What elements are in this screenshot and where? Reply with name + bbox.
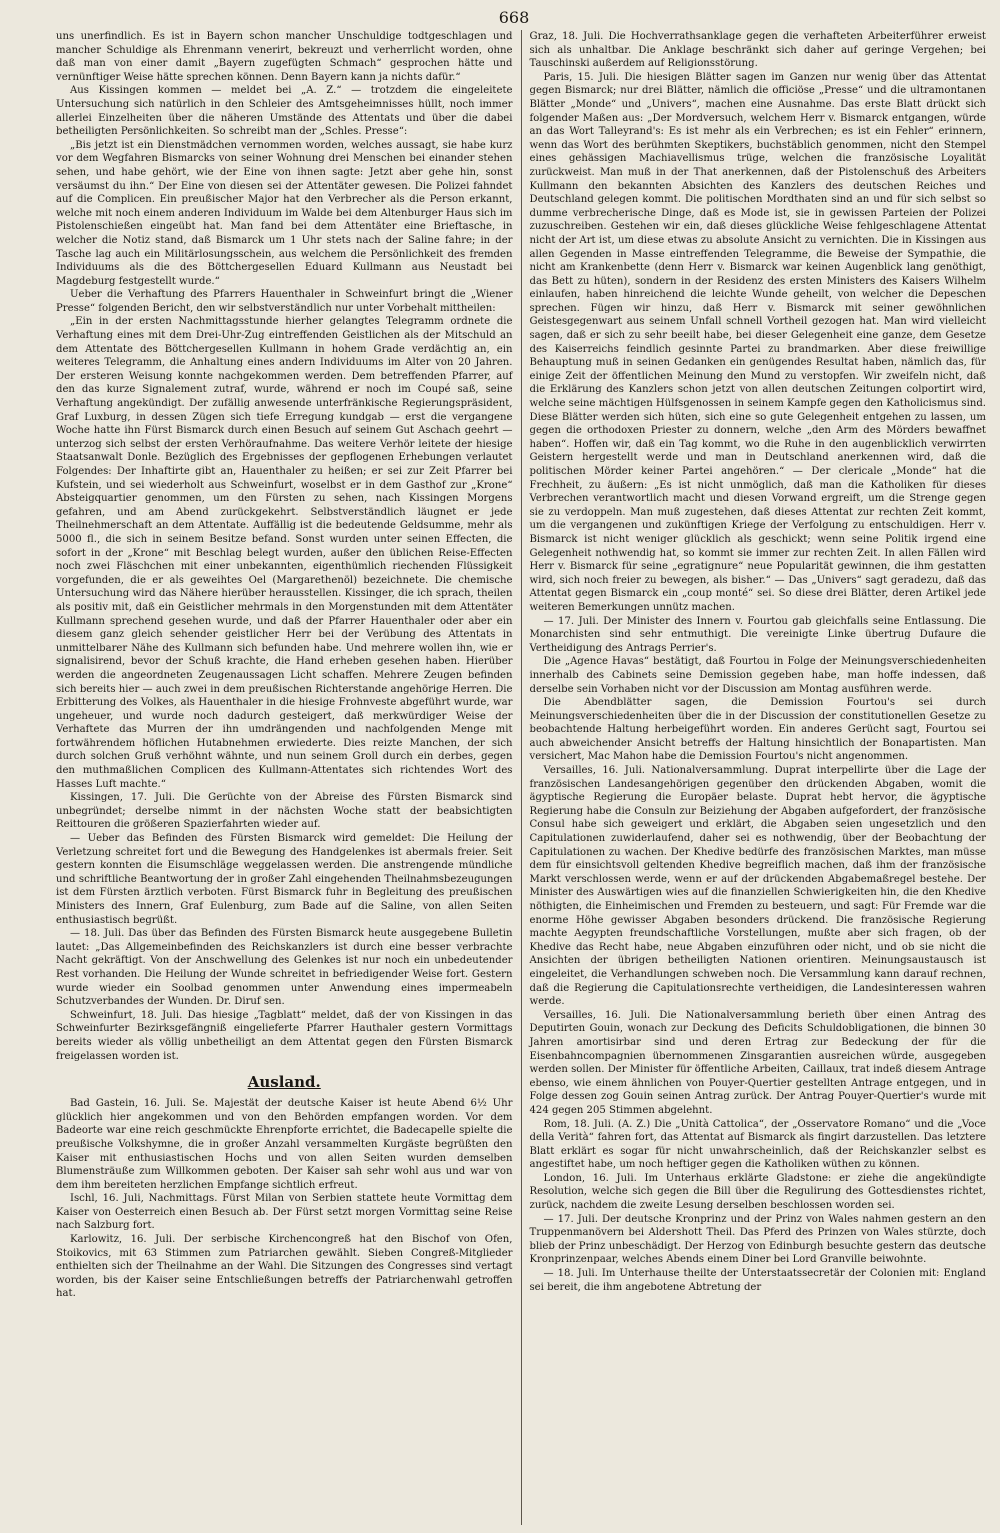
article-paragraph: Ueber die Verhaftung des Pfarrers Hauenthaler in Schweinfurt bringt die „Wiener Presse“ folgenden Bericht, den wir selbstverständlich nur unter Vorbehalt mittheilen:: [56, 289, 513, 314]
article-paragraph: Ischl, 16. Juli, Nachmittags. Fürst Milan von Serbien stattete heute Vormittag dem Kaiser von Oesterreich einen Besuch ab. Der Fürst setzt morgen Vormittag seine Reise nach Salzburg fort.: [56, 1193, 513, 1232]
article-paragraph: Bad Gastein, 16. Juli. Se. Majestät der deutsche Kaiser ist heute Abend 6½ Uhr glücklich hier angekommen und von den Behörden empfangen worden. Vor dem Badeorte war eine reich geschmückte Ehrenpforte errichtet, die Badecapelle spielte die preußische Volkshymne, die in großer Anzahl versammelten Kurgäste begrüßten den Kaiser mit enthusiastischen Hochs und von allen Seiten wurden demselben Blumensträuße zum Willkommen geboten. Der Kaiser sah sehr wohl aus und war von dem ihm bereiteten herzlichen Empfange sichtlich erfreut.: [56, 1098, 513, 1191]
article-paragraph: — 17. Juli. Der Minister des Innern v. Fourtou gab gleichfalls seine Entlassung. Die Monarchisten sind sehr entmuthigt. Die vereinigte Linke übertrug Dufaure die Vertheidigung des Antrags Perrier's.: [529, 615, 986, 654]
section-heading-ausland: Ausland.: [247, 1073, 321, 1092]
article-paragraph: — Ueber das Befinden des Fürsten Bismarck wird gemeldet: Die Heilung der Verletzung schreitet fort und die Bewegung des Handgelenkes ist abermals freier. Seit gestern konnten die Eisumschläge weggelassen werden. Die anstrengende mündliche und schriftliche Beantwortung der in großer Zahl eingehenden Theilnahmsbezeugungen ist dem Fürsten ärztlich verboten. Fürst Bismarck fuhr in Begleitung des preußischen Ministers des Innern, Graf Eulenburg, zum Bade auf die Saline, von allen Seiten enthusiastisch begrüßt.: [56, 833, 513, 926]
article-paragraph: Rom, 18. Juli. (A. Z.) Die „Unità Cattolica“, der „Osservatore Romano“ und die „Voce della Verità“ fahren fort, das Attentat auf Bismarck als fingirt darzustellen. Das letztere Blatt erklärt es sogar für nicht unwahrscheinlich, daß der Reichskanzler selbst es angestiftet habe, um noch heftiger gegen die Katholiken wüthen zu können.: [529, 1118, 986, 1171]
article-paragraph: London, 16. Juli. Im Unterhaus erklärte Gladstone: er ziehe die angekündigte Resolution, welche sich gegen die Bill über die Regulirung des Gottesdienstes richtet, zurück, nachdem die zweite Lesung derselben beschlossen worden sei.: [529, 1172, 986, 1212]
article-paragraph: — 18. Juli. Im Unterhause theilte der Unterstaatssecretär der Colonien mit: England sei bereit, die ihm angebotene Abtretung der: [529, 1268, 986, 1293]
page-number: 668: [498, 8, 530, 27]
article-paragraph: Die Abendblätter sagen, die Demission Fourtou's sei durch Meinungsverschiedenheiten über die in der Discussion der constitutionellen Gesetze zu beobachtende Haltung herbeigeführt worden. Ein anderes Gerücht sagt, Fourtou sei auch abweichender Ansicht betreffs der Haltung hinsichtlich der Bonapartisten. Man versichert, Mac Mahon habe die Demission Fourtou's nicht angenommen.: [529, 697, 986, 763]
article-paragraph: Die „Agence Havas“ bestätigt, daß Fourtou in Folge der Meinungsverschiedenheiten innerhalb des Cabinets seine Demission gegeben habe, man hoffe indessen, daß derselbe sein Vorhaben nicht vor der Discussion am Montag ausführen werde.: [529, 656, 986, 695]
left-column: [56, 30, 521, 1525]
article-paragraph: Aus Kissingen kommen — meldet bei „A. Z.“ — trotzdem die eingeleitete Untersuchung sich natürlich in den Schleier des Amtsgeheimnisses hüllt, noch immer allerlei Einzelheiten über die näheren Umstände des Attentats und über die dabei betheiligten Persönlichkeiten. So schreibt man der „Schles. Presse“:: [56, 85, 513, 138]
columns: [56, 30, 986, 1525]
article-paragraph: — 18. Juli. Das über das Befinden des Fürsten Bismarck heute ausgegebene Bulletin lautet: „Das Allgemeinbefinden des Reichskanzlers ist durch eine besser verbrachte Nacht gekräftigt. Von der Anschwellung des Gelenkes ist nur noch ein unbedeutender Rest vorhanden. Die Heilung der Wunde schreitet in befriedigender Weise fort. Gestern wurde wieder ein Soolbad genommen unter Anwendung eines impermeabeln Schutzverbandes der Wunden. Dr. Diruf sen.: [56, 928, 513, 1008]
article-paragraph: „Ein in der ersten Nachmittagsstunde hierher gelangtes Telegramm ordnete die Verhaftung eines mit dem Drei-Uhr-Zug eintreffenden Geistlichen als der Mitschuld an dem Attentate des Böttchergesellen Kullmann in hohem Grade verdächtig an, ein weiteres Telegramm, die Anhaltung eines andern Individuums im Alter von 20 Jahren. Der ersteren Weisung konnte nachgekommen werden. Dem betreffenden Pfarrer, auf den das kurze Signalement zutraf, wurde, während er noch im Coupé saß, seine Verhaftung angekündigt. Der zufällig anwesende unterfränkische Regierungspräsident, Graf Luxburg, in dessen Zügen sich tiefe Erregung kundgab — erst die vergangene Woche hatte ihn Fürst Bismarck durch einen Besuch auf seinem Gut Aschach geehrt — unterzog sich selbst der ersten Verhöraufnahme. Das weitere Verhör leitete der hiesige Staatsanwalt Donle. Bezüglich des Ergebnisses der gepflogenen Erhebungen verlautet Folgendes: Der Inhaftirte gibt an, Hauenthaler zu heißen; er sei zur Zeit Pfarrer bei Kufstein, und sei wiederholt aus Schweinfurt, woselbst er in dem Gasthof zur „Krone“ Absteigquartier genommen, um den Fürsten zu sehen, nach Kissingen Morgens gefahren, und am Abend zurückgekehrt. Selbstverständlich läugnet er jede Theilnehmerschaft an dem Attentate. Auffällig ist die bedeutende Geldsumme, mehr als 5000 fl., die sich in seinem Besitze befand. Sonst wurden unter seinen Effecten, die sofort in der „Krone“ mit Beschlag belegt wurden, außer den üblichen Reise-Effecten noch zwei Fläschchen mit einer unbekannten, eigenthümlich riechenden Flüssigkeit vorgefunden, die er als geweihtes Oel (Margarethenöl) bezeichnete. Die chemische Untersuchung wird das Nähere hierüber herausstellen. Kissinger, die ich sprach, theilen als positiv mit, daß ein Geistlicher mehrmals in den Morgenstunden mit dem Attentäter Kullmann sprechend gesehen wurde, und daß der Pfarrer Hauenthaler oder aber ein diesem ganz gleich sehender geistlicher Herr bei der Verübung des Attentats in unmittelbarer Nähe des Kullmann sich befunden habe. Und mehrere wollen ihn, wie er signalisirend, bevor der Schuß krachte, die Hand erheben gesehen haben. Hierüber werden die angeordneten Zeugenaussagen Licht schaffen. Mehrere Zeugen befinden sich bereits hier — auch zwei in dem preußischen Richterstande angehörige Herren. Die Erbitterung des Volkes, als Hauenthaler in die hiesige Frohnveste abgeführt wurde, war ungeheuer, und wurde noch dadurch gesteigert, daß merkwürdiger Weise der Verhaftete das Murren der ihn umdrängenden und nachfolgenden Menge mit fortwährendem höflichen Hutabnehmen erwiederte. Dies reizte Manchen, der sich durch solchen Gruß verhöhnt wähnte, und nun seinem Groll durch ein derbes, gegen den muthmaßlichen Complicen des Kullmann-Attentates sich richtendes Wort des Hasses Luft machte.“: [56, 316, 513, 790]
article-paragraph: Versailles, 16. Juli. Nationalversammlung. Duprat interpellirte über die Lage der französischen Landesangehörigen gegenüber den drückenden Abgaben, womit die ägyptische Regierung die Europäer belaste. Duprat hebt hervor, die ägyptische Regierung habe die Consuln zur Beiziehung der Abgaben aufgefordert, der französische Consul habe sich geweigert und erklärt, die Abgaben seien ungesetzlich und den Capitulationen zuwiderlaufend, daher sei es nothwendig, über der Beobachtung der Capitulationen zu wachen. Der Khedive bedürfe des französischen Marktes, man müsse dem für einsichtsvoll geltenden Khedive begreiflich machen, daß ihm der französische Markt verschlossen werde, wenn er auf der drückenden Abgabemaßregel bestehe. Der Minister des Auswärtigen wies auf die finanziellen Schwierigkeiten hin, die den Khedive nöthigten, die Einheimischen und Fremden zu besteuern, und sagt: Für Fremde war die enorme Höhe gewisser Abgaben besonders drückend. Die französische Regierung machte Aegypten freundschaftliche Vorstellungen, mußte aber sich fragen, ob der Khedive das Recht habe, neue Abgaben einzuführen oder nicht, und ob sie nicht die Ansichten der übrigen betheiligten Nationen orientiren. Meinungsaustausch ist eingeleitet, die Verhandlungen schweben noch. Die Versammlung kann darauf rechnen, daß die Regierung die Capitulationsrechte vertheidigen, die Landesinteressen wahren werde.: [529, 765, 986, 1008]
article-paragraph: — 17. Juli. Der deutsche Kronprinz und der Prinz von Wales nahmen gestern an den Truppenmanövern bei Aldershott Theil. Das Pferd des Prinzen von Wales stürzte, doch blieb der Prinz unbeschädigt. Der Herzog von Edinburgh besuchte gestern das deutsche Kronprinzenpaar, welches Abends einem Diner bei Lord Granville beiwohnte.: [529, 1213, 986, 1266]
right-column: [521, 30, 987, 1525]
article-paragraph: Versailles, 16. Juli. Die Nationalversammlung berieth über einen Antrag des Deputirten Gouin, wonach zur Deckung des Deficits Schuldobligationen, die binnen 30 Jahren amortisirbar sind und deren Ertrag zur Bedeckung der für die Eisenbahncompagnien übernommenen Zinsgarantien ausreichen würde, ausgegeben werden sollen. Der Minister für öffentliche Arbeiten, Caillaux, trat indeß diesem Antrage ebenso, wie einem ähnlichen von Pouyer-Quertier gestellten Antrage entgegen, und in Folge dessen zog Gouin seinen Antrag zurück. Der Antrag Pouyer-Quertier's wurde mit 424 gegen 205 Stimmen abgelehnt.: [529, 1009, 986, 1116]
article-paragraph: „Bis jetzt ist ein Dienstmädchen vernommen worden, welches aussagt, sie habe kurz vor dem Wegfahren Bismarcks von seiner Wohnung drei Menschen bei einander stehen sehen, und habe gehört, wie der Eine von ihnen sagte: Jetzt aber gehe hin, sonst versäumst du ihn.“ Der Eine von diesen sei der Attentäter gewesen. Die Polizei fahndet auf die Complicen. Ein preußischer Major hat den Verbrecher als die Person erkannt, welche mit noch einem anderen Individuum im Walde bei dem Altenburger Haus sich im Pistolenschießen eingeübt hat. Man fand bei dem Attentäter eine Brieftasche, in welcher die Notiz stand, daß Bismarck um 1 Uhr stets nach der Saline fahre; in der Tasche lag auch ein Militärlosungsschein, aus welchem die Persönlichkeit des fremden Individuums als die des Böttchergesellen Eduard Kullmann aus Neustadt bei Magdeburg festgestellt wurde.“: [56, 139, 513, 287]
article-paragraph: Schweinfurt, 18. Juli. Das hiesige „Tagblatt“ meldet, daß der von Kissingen in das Schweinfurter Bezirksgefängniß eingelieferte Pfarrer Hauthaler gestern Vormittags bereits wieder als völlig unbetheiligt an dem Attentat gegen den Fürsten Bismarck freigelassen worden ist.: [56, 1009, 513, 1062]
article-paragraph: Graz, 18. Juli. Die Hochverrathsanklage gegen die verhafteten Arbeiterführer erweist sich als unhaltbar. Die Anklage beschränkt sich daher auf geringe Vergehen; bei Tauschinski außerdem auf Religionsstörung.: [529, 31, 986, 70]
article-paragraph: Karlowitz, 16. Juli. Der serbische Kirchencongreß hat den Bischof von Ofen, Stoikovics, mit 63 Stimmen zum Patriarchen gewählt. Sieben Congreß-Mitglieder enthielten sich der Theilnahme an der Wahl. Die Sitzungen des Congresses sind vertagt worden, bis der Kaiser seine Entschließungen betreffs der Patriarchenwahl getroffen hat.: [56, 1234, 513, 1300]
article-paragraph: Paris, 15. Juli. Die hiesigen Blätter sagen im Ganzen nur wenig über das Attentat gegen Bismarck; nur drei Blätter, nämlich die officiöse „Presse“ und die ultramontanen Blätter „Monde“ und „Univers“, machen eine Ausnahme. Das erste Blatt drückt sich folgender Maßen aus: „Der Mordversuch, welchem Herr v. Bismarck entgangen, würde an das Wort Talleyrand's: Es ist mehr als ein Verbrechen; es ist ein Fehler“ erinnern, wenn das Wort des berühmten Skeptikers, buchstäblich genommen, nicht den Stempel eines gehässigen Machiavellismus trüge, welchen die französische Loyalität zurückweist. Man muß in der That anerkennen, daß der Pistolenschuß des Arbeiters Kullmann den bekannten Absichten des Kanzlers des deutschen Reiches und Deutschland gelegen kommt. Die politischen Mordthaten sind an und für sich selbst so dumme verbrecherische Dinge, daß es Mode ist, sie in gewissen Parteien der Polizei zuzuschreiben. Gestehen wir ein, daß dieses glückliche Weise fehlgeschlagene Attentat nicht der Art ist, um diese etwas zu absolute Ansicht zu vernichten. Die in Kissingen aus allen Gegenden in Masse eintreffenden Telegramme, die Beweise der Sympathie, die nicht am Krankenbette (denn Herr v. Bismarck war keinen Augenblick lang genöthigt, das Bett zu hüten), sondern in der Residenz des ersten Ministers des Kaisers Wilhelm einlaufen, haben hinreichend die leichte Wunde geheilt, von welcher die Depeschen sprechen. Fügen wir hinzu, daß Herr v. Bismarck mit seiner gewöhnlichen Geistesgegenwart aus seinem Unfall schnell Vortheil gezogen hat. Man wird vielleicht sagen, daß er sich zu sehr beeilt habe, bei dieser Gelegenheit eine ganze, dem Gesetze des Kaiserreichs feindlich gesinnte Partei zu brandmarken. Aber diese freiwillige Behauptung muß in seinen Gedanken ein genügendes Resultat haben, nämlich das, für einige Zeit der öffentlichen Meinung den Mund zu verstopfen. Wir zweifeln nicht, daß die Erklärung des Kanzlers schon jetzt von allen deutschen Zeitungen colportirt wird, welche seine mächtigen Hülfsgenossen in seinem Kampfe gegen den Katholicismus sind. Diese Blätter werden sich hüten, sich eine so gute Gelegenheit entgehen zu lassen, um gegen die orthodoxen Priester zu donnern, welche „den Arm des Mörders bewaffnet haben“. Hoffen wir, daß ein Tag kommt, wo die Ruhe in den augenblicklich verwirrten Geistern hergestellt werde und man in Deutschland anerkennen wird, daß die politischen Mörder keiner Partei angehören.“ — Der clericale „Monde“ hat die Frechheit, zu äußern: „Es ist nicht unmöglich, daß man die Katholiken für dieses Verbrechen verantwortlich macht und diesen Vorwand ergreift, um die Strenge gegen sie zu verdoppeln. Man muß zugestehen, daß dieses Attentat zur rechten Zeit kommt, um die vergangenen und zukünftigen Kriege der Verfolgung zu entschuldigen. Herr v. Bismarck ist nicht weniger glücklich als geschickt; wenn seine Politik irgend eine Gelegenheit nothwendig hat, so kommt sie immer zur rechten Zeit. In allen Fällen wird Herr v. Bismarck für seine „egratignure“ neue Popularität gewinnen, die ihm gestatten wird, sich noch freier zu bewegen, als bisher.“ — Das „Univers“ sagt geradezu, daß das Attentat gegen Bismarck ein „coup monté“ sei. So diese drei Blätter, deren Artikel jede weiteren Bemerkungen unnütz machen.: [529, 71, 986, 613]
article-paragraph: uns unerfindlich. Es ist in Bayern schon mancher Unschuldige todtgeschlagen und mancher Schuldige als Ehrenmann venerirt, bekreuzt und verherrlicht worden, ohne daß man von einer damit „Bayern zugefügten Schmach“ gesprochen hätte und vernünftiger Weise hätte sprechen können. Denn Bayern kann ja nichts dafür.“: [56, 31, 513, 83]
article-paragraph: Kissingen, 17. Juli. Die Gerüchte von der Abreise des Fürsten Bismarck sind unbegründet; derselbe nimmt in der nächsten Woche statt der beabsichtigten Reittouren die größeren Spazierfahrten wieder auf.: [56, 792, 513, 831]
